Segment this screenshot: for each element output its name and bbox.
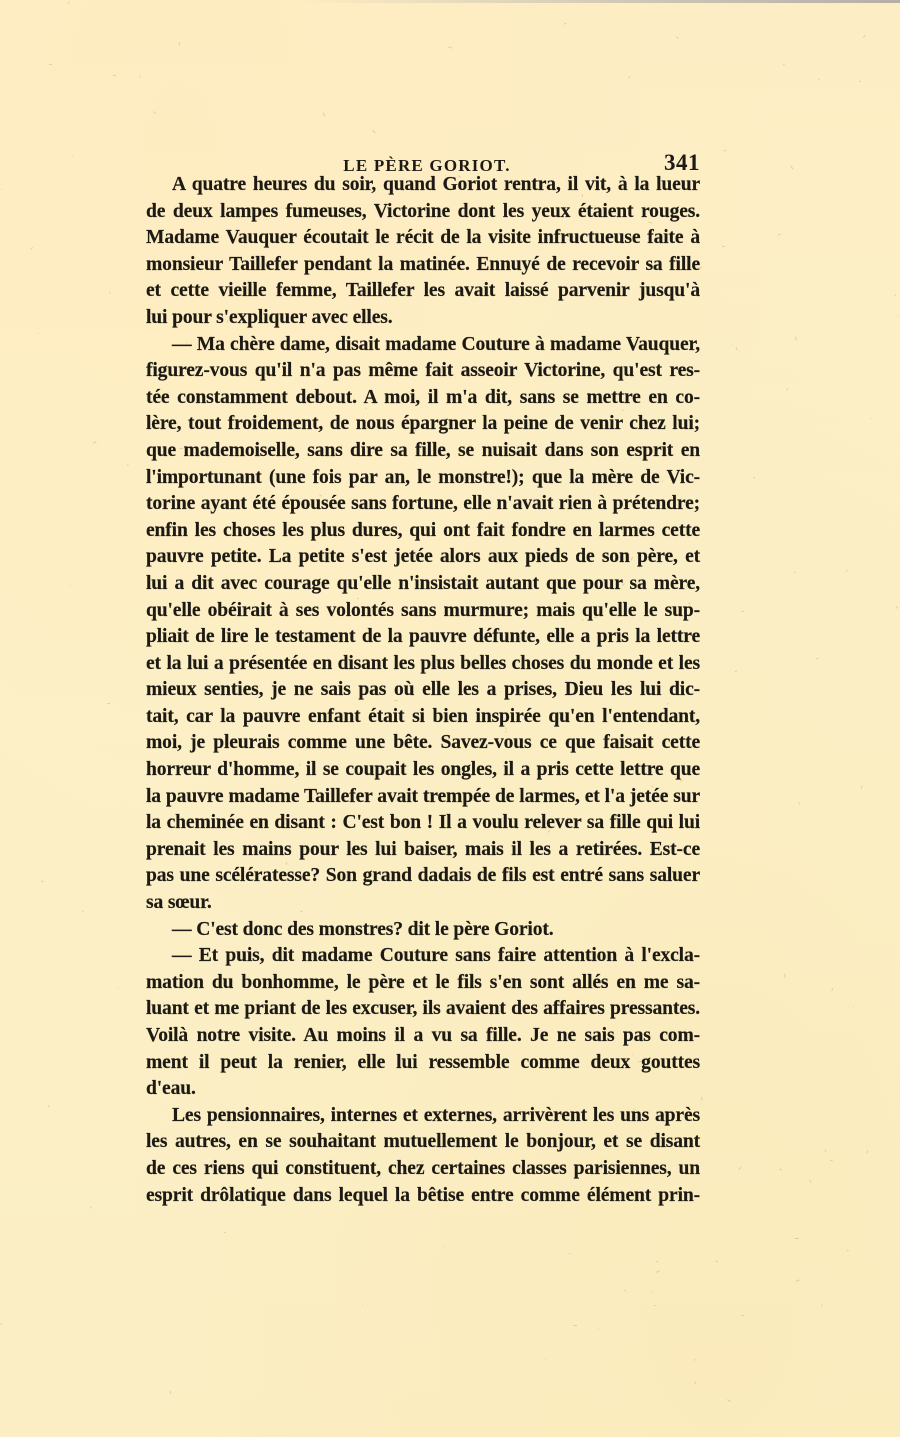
paper-speck [734,670,737,673]
paper-speck [830,1160,833,1162]
paper-speck [753,477,755,479]
text-line: prenait les mains pour les lui baiser, mais il les a retirées. Est-ce [146,838,700,860]
text-line: lui a dit avec courage qu'elle n'insistait autant que pour sa mère, [146,572,700,594]
paper-speck [779,1168,782,1170]
text-line: lère, tout froidement, de nous épargner la peine de venir chez lui; [146,413,700,435]
paper-speck [30,247,33,250]
paper-speck [107,703,111,704]
paper-speck [623,1290,625,1292]
text-line: — Ma chère dame, disait madame Couture à madame Vauquer, [172,333,700,355]
paper-speck [809,1180,811,1183]
text-line: — Et puis, dit madame Couture sans faire attention à l'excla- [172,945,700,967]
text-line: la pauvre madame Taillefer avait trempée de larmes, et l'a jetée sur [146,785,700,807]
paper-speck [846,570,848,572]
paper-speck [83,911,85,914]
text-line: Les pensionnaires, internes et externes, arrivèrent les uns après [172,1104,700,1126]
text-line: d'eau. [146,1078,196,1100]
paper-speck [782,63,784,65]
page-top-edge [300,0,900,3]
paper-speck [179,42,180,45]
paper-speck [0,1323,2,1325]
text-line: pas une scélératesse? Son grand dadais de fils est entré sans saluer [146,865,700,887]
paper-speck [1,189,2,190]
paper-speck [784,973,785,977]
text-line: tée constamment debout. A moi, il m'a dit, sans se mettre en co- [146,386,700,408]
text-line: A quatre heures du soir, quand Goriot rentra, il vit, à la lueur [172,174,700,195]
paper-speck [731,344,732,345]
paper-speck [694,1382,697,1385]
text-line: esprit drôlatique dans lequel la bêtise entre comme élément prin- [146,1184,700,1206]
text-line: Madame Vauquer écoutait le récit de la visite infructueuse faite à [146,227,700,249]
paper-speck [701,1096,703,1100]
paper-speck [866,1150,868,1153]
paper-speck [443,1245,445,1247]
paper-speck [859,81,861,82]
paper-speck [109,291,110,293]
text-line: et cette vieille femme, Taillefer les avait laissé parvenir jusqu'à [146,280,700,302]
text-line: pauvre petite. La petite s'est jetée alors aux pieds de son père, et [146,546,700,568]
text-line: monsieur Taillefer pendant la matinée. Ennuyé de recevoir sa fille [146,253,700,275]
paper-speck [741,610,744,612]
paper-speck [154,111,157,114]
text-line: l'importunant (une fois par an, le monstre!); que la mère de Vic- [146,466,700,488]
text-line: enfin les choses les plus dures, qui ont fait fondre en larmes cette [146,519,700,541]
paper-speck [93,441,97,444]
text-line: luant et me priant de les excuser, ils avaient des affaires pressantes. [146,998,700,1020]
paper-speck [656,1261,658,1262]
paper-speck [863,35,866,38]
paper-speck [224,1232,226,1234]
running-title: LE PÈRE GORIOT. [343,156,511,175]
text-line: et la lui a présentée en disant les plus belles choses du monde et les [146,652,700,674]
paper-speck [786,388,788,390]
paper-speck [448,46,452,48]
paper-speck [90,1207,92,1209]
text-line: ment il peut la renier, elle lui ressemble comme deux gouttes [146,1051,700,1073]
body-text [146,172,700,1209]
paper-speck [118,988,119,989]
paper-speck [654,1304,656,1306]
paper-speck [49,63,52,65]
paper-speck [795,1238,799,1239]
paper-speck [740,1315,743,1317]
paper-speck [694,1359,695,1361]
text-line: figurez-vous qu'il n'a pas même fait asseoir Victorine, qu'est res- [146,360,700,382]
text-line: lui pour s'expliquer avec elles. [146,306,393,328]
paper-speck [70,584,72,585]
paper-speck [799,802,801,805]
paper-speck [372,130,375,133]
paper-speck [824,1149,826,1152]
paper-speck [738,1167,742,1170]
paper-speck [897,316,898,318]
paper-speck [573,1325,577,1326]
paper-speck [676,37,678,40]
paper-speck [860,786,862,789]
paper-speck [362,1305,363,1306]
paper-speck [322,112,325,116]
paper-speck [870,418,871,419]
paper-speck [722,246,725,248]
paper-speck [38,333,39,334]
paper-speck [852,1005,854,1007]
text-line: torine ayant été épousée sans fortune, elle n'avait rien à prétendre; [146,493,700,515]
paper-speck [816,657,819,659]
paper-speck [736,347,738,350]
paper-speck [569,1253,571,1254]
paper-speck [544,1359,546,1361]
text-line: de ces riens qui constituent, chez certaines classes parisiennes, un [146,1157,700,1179]
text-line: sa sœur. [146,892,212,914]
paper-speck [795,337,797,341]
paper-speck [656,1270,660,1273]
paper-speck [894,295,896,297]
paper-speck [847,1250,849,1251]
text-line: pliait de lire le testament de la pauvre défunte, elle a pris la lettre [146,626,700,648]
text-line: tait, car la pauvre enfant était si bien inspirée qu'en l'entendant, [146,705,700,727]
paper-speck [628,77,630,80]
text-line: mation du bonhomme, le père et le fils s'en sont allés en me sa- [146,971,700,993]
page-number: 341 [664,150,700,175]
paper-speck [794,572,796,574]
paper-speck [170,1391,172,1394]
paper-speck [41,881,44,884]
paper-speck [821,1305,823,1307]
text-line: que mademoiselle, sans dire sa fille, se nuisait dans son esprit en [146,439,700,461]
paper-speck [796,1279,800,1281]
paper-speck [715,1261,719,1263]
paper-speck [140,76,141,78]
paper-speck [831,988,833,991]
paper-speck [72,155,73,156]
text-line: de deux lampes fumeuses, Victorine dont les yeux étaient rouges. [146,200,700,222]
paper-speck [778,234,781,236]
paper-speck [564,22,567,24]
paper-speck [818,78,820,80]
text-line: Voilà notre visite. Au moins il a vu sa fille. Je ne sais pas com- [146,1025,700,1046]
paper-speck [598,1328,599,1330]
paper-speck [652,1291,654,1292]
text-line: — C'est donc des monstres? dit le père Goriot. [172,918,554,940]
paper-speck [128,464,129,466]
paper-speck [113,75,117,76]
paper-speck [724,150,727,152]
text-line: qu'elle obéirait à ses volontés sans murmure; mais qu'elle le sup- [146,599,700,621]
paper-speck [790,165,793,169]
paper-speck [47,1105,50,1108]
paper-speck [727,1399,731,1402]
text-line: les autres, en se souhaitant mutuellement le bonjour, et se disant [146,1131,700,1153]
paper-speck [68,2,70,4]
text-line: horreur d'homme, il se coupait les ongles, il a pris cette lettre que [146,759,700,781]
text-line: mieux senties, je ne sais pas où elle les a prises, Dieu les lui dic- [146,679,700,701]
paper-speck [895,606,898,609]
text-line: moi, je pleurais comme une bête. Savez-vous ce que faisait cette [146,732,700,754]
text-line: la cheminée en disant : C'est bon ! Il a voulu relever sa fille qui lui [146,812,700,834]
